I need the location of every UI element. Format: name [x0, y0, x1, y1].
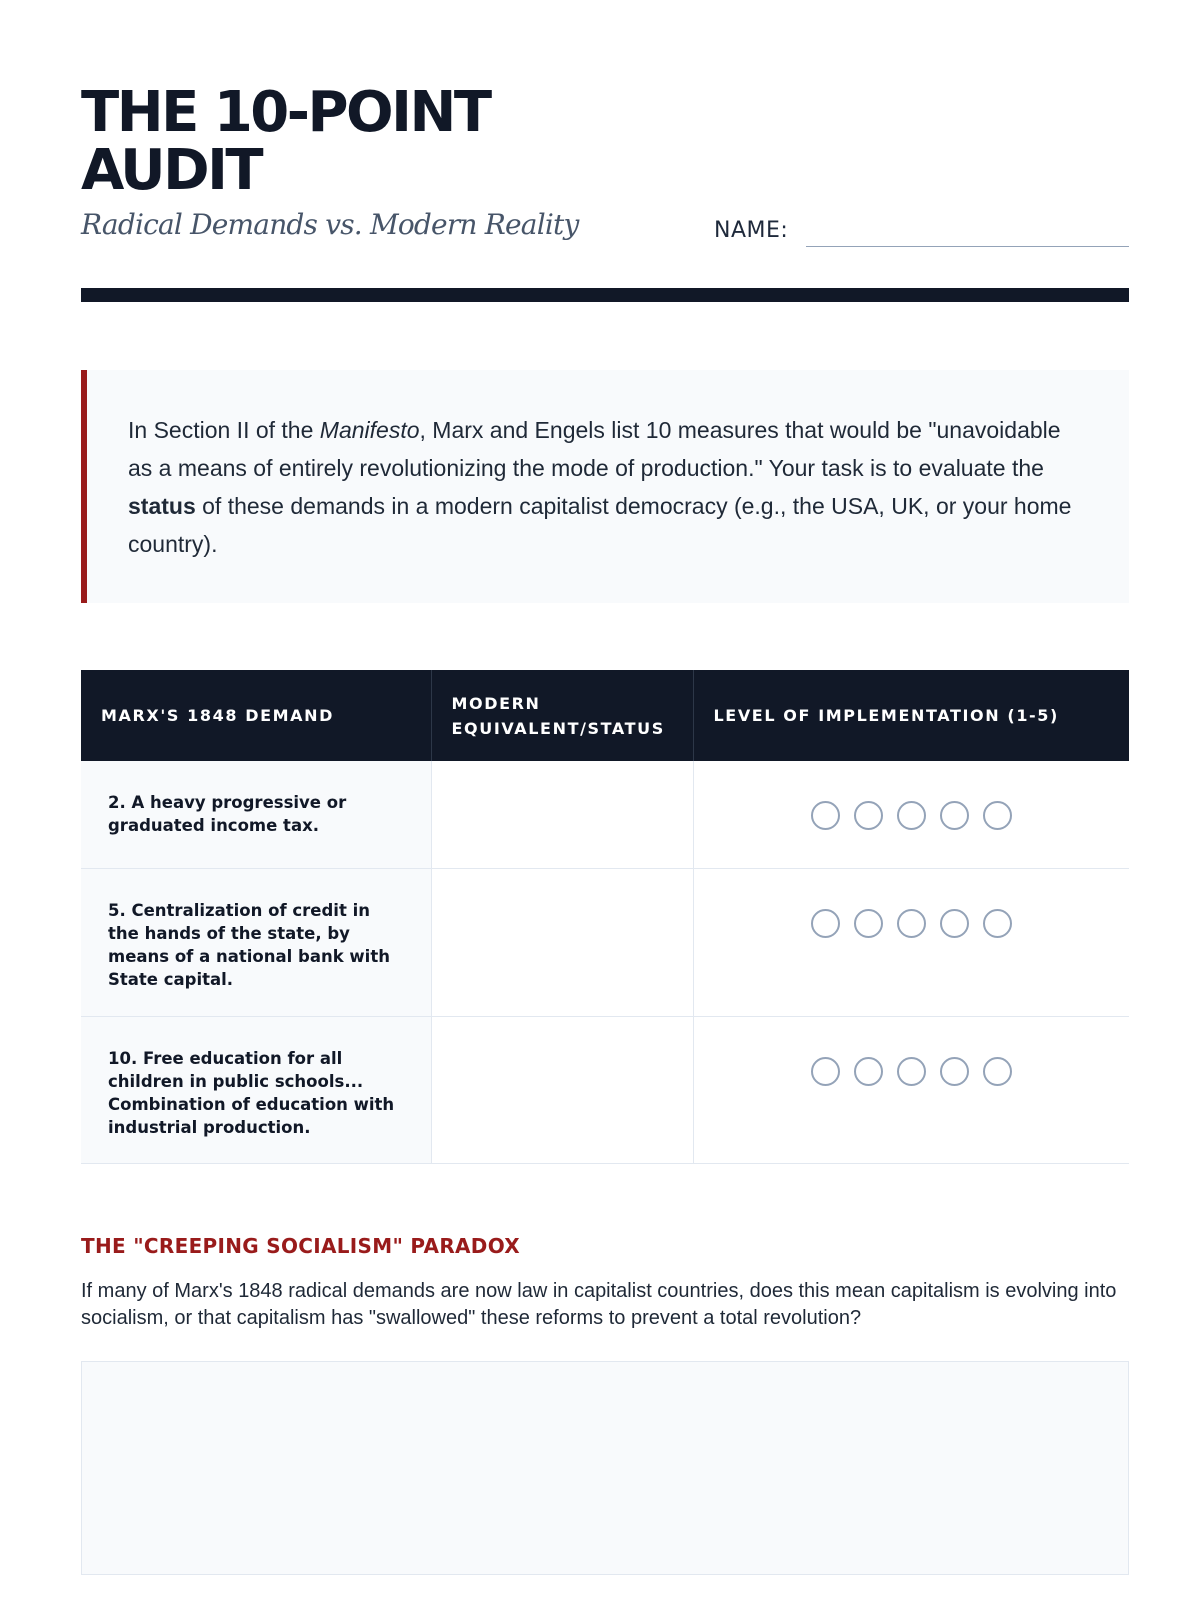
header-divider	[81, 288, 1129, 302]
rating-circle-1[interactable]	[811, 909, 840, 938]
title-line-1: THE 10-POINT	[81, 80, 490, 145]
rating-circle-5[interactable]	[983, 801, 1012, 830]
worksheet-page	[81, 0, 1129, 1600]
rating-circle-2[interactable]	[854, 801, 883, 830]
demand-cell: 10. Free education for all children in public schools... Combination of education with industrial production.	[81, 1017, 431, 1164]
modern-status-cell[interactable]	[431, 869, 693, 1017]
demand-cell: 2. A heavy progressive or graduated income tax.	[81, 761, 431, 869]
rating-group	[694, 869, 1130, 938]
status-emphasis: status	[128, 493, 196, 519]
intro-callout	[81, 370, 1129, 603]
page-title	[81, 80, 561, 203]
paradox-question: If many of Marx's 1848 radical demands are now law in capitalist countries, does this mean capitalism is evolving into socialism, or that capitalism has "swallowed" these reforms to prevent a total revolution?	[81, 1280, 1117, 1329]
title-line-2: AUDIT	[81, 138, 262, 203]
header-implementation-level: LEVEL OF IMPLEMENTATION (1-5)	[693, 670, 1129, 761]
rating-circle-4[interactable]	[940, 801, 969, 830]
demand-cell: 5. Centralization of credit in the hands of the state, by means of a national bank with State capital.	[81, 869, 431, 1017]
name-field[interactable]	[806, 246, 1129, 247]
rating-circle-2[interactable]	[854, 909, 883, 938]
rating-group	[694, 1017, 1130, 1086]
name-label: NAME:	[714, 218, 789, 243]
header-modern-status: MODERN EQUIVALENT/STATUS	[431, 670, 693, 761]
rating-cell	[693, 1017, 1129, 1164]
manifesto-emphasis: Manifesto	[319, 417, 420, 443]
rating-circle-3[interactable]	[897, 801, 926, 830]
rating-circle-4[interactable]	[940, 1057, 969, 1086]
table-row	[81, 1017, 1129, 1164]
table-row	[81, 869, 1129, 1017]
rating-circle-1[interactable]	[811, 801, 840, 830]
intro-text-2: , Marx and Engels list 10 measures that would be "unavoidable as a means of entirely revolutionizing the mode of production." Your task is to evaluate the	[128, 417, 1061, 481]
table-header-row	[81, 670, 1129, 761]
rating-circle-5[interactable]	[983, 1057, 1012, 1086]
table-row	[81, 761, 1129, 869]
rating-group	[694, 761, 1130, 830]
rating-circle-2[interactable]	[854, 1057, 883, 1086]
paradox-answer-input[interactable]	[81, 1361, 1129, 1575]
intro-text-1: In Section II of the	[128, 417, 320, 443]
modern-status-cell[interactable]	[431, 761, 693, 869]
intro-text-3: of these demands in a modern capitalist democracy (e.g., the USA, UK, or your home country).	[128, 493, 1072, 557]
modern-status-cell[interactable]	[431, 1017, 693, 1164]
page-subtitle: Radical Demands vs. Modern Reality	[81, 208, 579, 241]
rating-circle-5[interactable]	[983, 909, 1012, 938]
paradox-heading: THE "CREEPING SOCIALISM" PARADOX	[81, 1234, 521, 1258]
header-demand: MARX'S 1848 DEMAND	[81, 670, 431, 761]
rating-circle-3[interactable]	[897, 909, 926, 938]
rating-cell	[693, 869, 1129, 1017]
rating-circle-1[interactable]	[811, 1057, 840, 1086]
audit-table	[81, 670, 1129, 1164]
rating-circle-3[interactable]	[897, 1057, 926, 1086]
rating-circle-4[interactable]	[940, 909, 969, 938]
rating-cell	[693, 761, 1129, 869]
